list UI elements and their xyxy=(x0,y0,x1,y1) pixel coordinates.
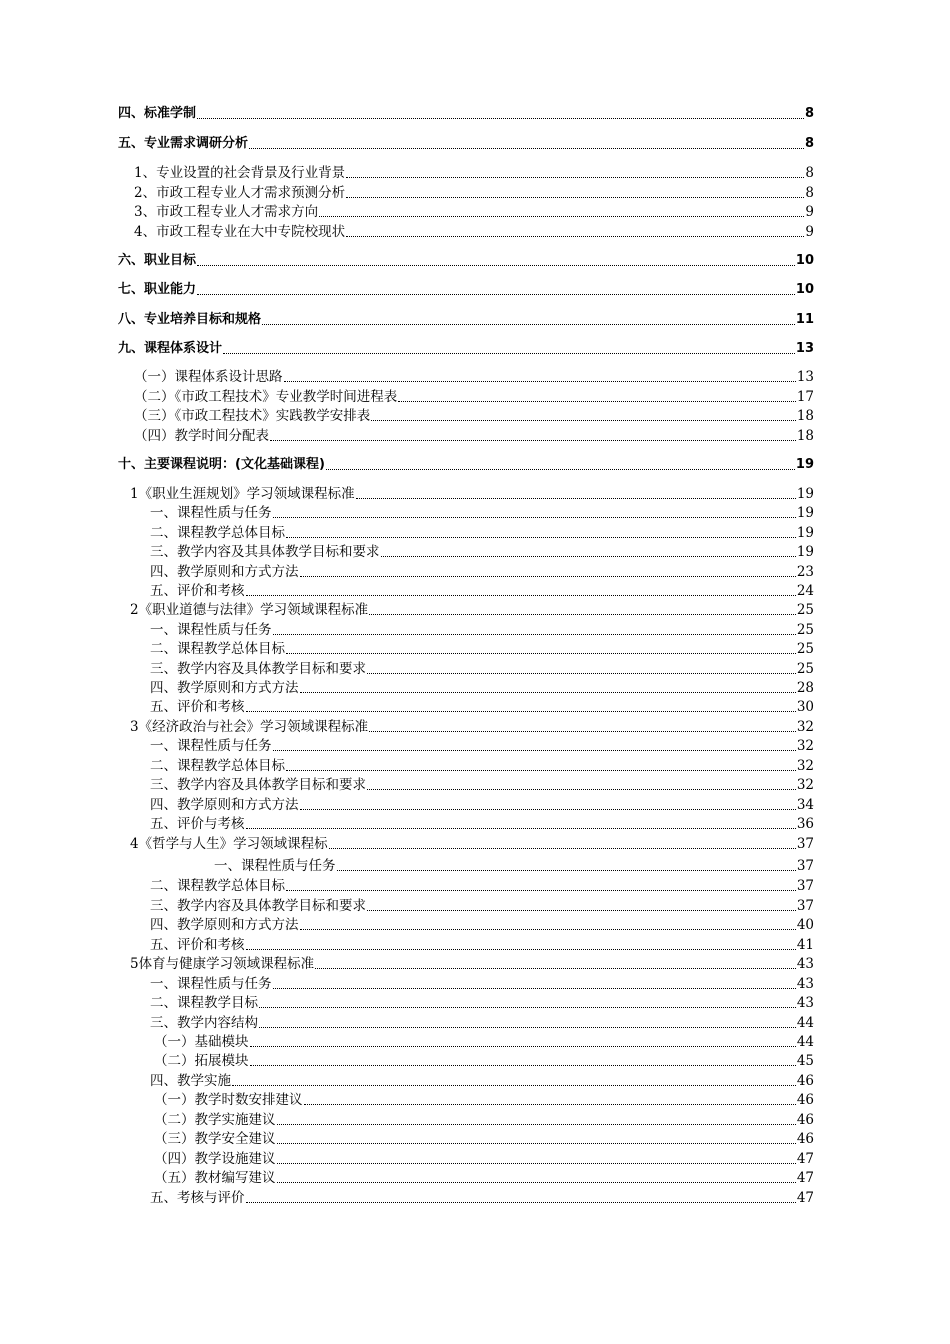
dot-leader xyxy=(326,469,795,470)
toc-entry[interactable] xyxy=(134,407,814,425)
toc-entry-label: （五）教材编写建议 xyxy=(154,1170,276,1186)
toc-entry-label: （二）教学实施建议 xyxy=(154,1112,276,1128)
dot-leader xyxy=(286,770,796,771)
toc-entry[interactable] xyxy=(154,1033,814,1051)
toc-entry-label: 一、课程性质与任务 xyxy=(150,976,272,992)
toc-entry-label: （一）基础模块 xyxy=(154,1034,249,1050)
toc-entry-label: 八、专业培养目标和规格 xyxy=(118,312,262,327)
toc-entry[interactable] xyxy=(134,223,814,241)
toc-entry-label: 1、专业设置的社会背景及行业背景 xyxy=(134,165,346,181)
toc-entry[interactable] xyxy=(134,427,814,445)
toc-entry-label: 1《职业生涯规划》学习领域课程标准 xyxy=(130,486,355,502)
dot-leader xyxy=(300,692,796,693)
dot-leader xyxy=(249,148,804,149)
toc-entry-page-number: 25 xyxy=(796,641,814,657)
toc-entry-page-number: 46 xyxy=(796,1073,814,1089)
dot-leader xyxy=(277,1182,796,1183)
toc-entry[interactable] xyxy=(150,916,814,934)
toc-entry[interactable] xyxy=(130,601,814,619)
toc-entry-page-number: 13 xyxy=(795,341,814,356)
toc-entry-label: 二、课程教学总体目标 xyxy=(150,758,285,774)
toc-entry-label: 4、市政工程专业在大中专院校现状 xyxy=(134,224,346,240)
toc-entry[interactable] xyxy=(130,835,814,853)
toc-entry-label: 五、评价和考核 xyxy=(150,699,245,715)
toc-entry-page-number: 24 xyxy=(796,583,814,599)
toc-entry-label: （三）教学安全建议 xyxy=(154,1131,276,1147)
toc-entry[interactable] xyxy=(154,1169,814,1187)
toc-entry-label: 四、教学原则和方式方法 xyxy=(150,680,299,696)
dot-leader xyxy=(356,498,796,499)
toc-entry[interactable] xyxy=(150,897,814,915)
dot-leader xyxy=(329,848,796,849)
toc-entry-page-number: 37 xyxy=(796,858,814,874)
toc-entry-page-number: 10 xyxy=(795,253,814,268)
toc-entry-label: 3、市政工程专业人才需求方向 xyxy=(134,204,319,220)
dot-leader xyxy=(319,216,804,217)
toc-entry-page-number: 47 xyxy=(796,1151,814,1167)
toc-entry-page-number: 25 xyxy=(796,661,814,677)
toc-entry[interactable] xyxy=(154,1130,814,1148)
toc-entry[interactable] xyxy=(150,621,814,639)
dot-leader xyxy=(197,118,804,119)
toc-entry-label: （一）教学时数安排建议 xyxy=(154,1092,303,1108)
dot-leader xyxy=(300,929,796,930)
toc-entry[interactable] xyxy=(150,1072,814,1090)
dot-leader xyxy=(273,517,796,518)
toc-entry-label: （一）课程体系设计思路 xyxy=(134,369,283,385)
dot-leader xyxy=(346,197,804,198)
dot-leader xyxy=(369,614,796,615)
toc-entry-label: （四）教学时间分配表 xyxy=(134,428,269,444)
toc-entry[interactable] xyxy=(150,582,814,600)
toc-entry[interactable] xyxy=(150,698,814,716)
toc-entry-label: 二、课程教学总体目标 xyxy=(150,525,285,541)
toc-entry-label: 一、课程性质与任务 xyxy=(150,622,272,638)
toc-entry-page-number: 43 xyxy=(796,995,814,1011)
toc-entry[interactable] xyxy=(150,1014,814,1032)
toc-entry-label: 七、职业能力 xyxy=(118,282,197,297)
toc-entry-label: 三、教学内容及具体教学目标和要求 xyxy=(150,898,366,914)
toc-entry-label: （三）《市政工程技术》实践教学安排表 xyxy=(134,408,371,424)
toc-entry[interactable] xyxy=(150,660,814,678)
toc-entry-page-number: 47 xyxy=(796,1190,814,1206)
dot-leader xyxy=(300,809,796,810)
dot-leader xyxy=(371,420,796,421)
dot-leader xyxy=(197,294,795,295)
toc-entry-page-number: 28 xyxy=(796,680,814,696)
toc-entry-page-number: 8 xyxy=(805,165,814,181)
toc-entry-label: 四、标准学制 xyxy=(118,106,197,121)
toc-entry[interactable] xyxy=(154,1111,814,1129)
toc-entry-page-number: 17 xyxy=(796,389,814,405)
toc-entry-page-number: 37 xyxy=(796,878,814,894)
dot-leader xyxy=(286,653,796,654)
toc-entry-label: 五、考核与评价 xyxy=(150,1190,245,1206)
dot-leader xyxy=(246,828,796,829)
toc-entry-page-number: 37 xyxy=(796,836,814,852)
dot-leader xyxy=(286,537,796,538)
toc-entry-page-number: 34 xyxy=(796,797,814,813)
toc-entry-page-number: 19 xyxy=(796,486,814,502)
dot-leader xyxy=(223,353,795,354)
dot-leader xyxy=(277,1124,796,1125)
toc-entry-label: 4《哲学与人生》学习领域课程标 xyxy=(130,836,328,852)
toc-entry[interactable] xyxy=(150,679,814,697)
toc-entry-label: 三、教学内容及具体教学目标和要求 xyxy=(150,661,366,677)
toc-entry-page-number: 18 xyxy=(796,408,814,424)
toc-entry-page-number: 32 xyxy=(796,738,814,754)
toc-entry-page-number: 36 xyxy=(796,816,814,832)
dot-leader xyxy=(367,789,796,790)
toc-entry[interactable] xyxy=(150,524,814,542)
toc-entry-page-number: 44 xyxy=(796,1015,814,1031)
dot-leader xyxy=(337,870,796,871)
toc-entry-page-number: 32 xyxy=(796,758,814,774)
toc-entry-label: 六、职业目标 xyxy=(118,253,197,268)
toc-entry-label: 五、评价和考核 xyxy=(150,937,245,953)
dot-leader xyxy=(367,673,796,674)
toc-entry-label: 五、专业需求调研分析 xyxy=(118,136,249,151)
toc-entry-label: 三、教学内容及其具体教学目标和要求 xyxy=(150,544,380,560)
dot-leader xyxy=(346,177,804,178)
toc-entry-page-number: 43 xyxy=(796,976,814,992)
toc-entry-page-number: 45 xyxy=(796,1053,814,1069)
toc-entry-label: 四、教学原则和方式方法 xyxy=(150,564,299,580)
dot-leader xyxy=(232,1085,796,1086)
toc-entry[interactable] xyxy=(150,563,814,581)
toc-entry-page-number: 46 xyxy=(796,1112,814,1128)
toc-entry[interactable] xyxy=(118,456,814,474)
toc-entry-page-number: 30 xyxy=(796,699,814,715)
toc-entry[interactable] xyxy=(130,718,814,736)
toc-entry-page-number: 10 xyxy=(795,282,814,297)
toc-entry-label: （二）《市政工程技术》专业教学时间进程表 xyxy=(134,389,398,405)
toc-entry[interactable] xyxy=(150,543,814,561)
toc-entry-label: 九、课程体系设计 xyxy=(118,341,223,356)
toc-entry-label: 二、课程教学目标 xyxy=(150,995,258,1011)
toc-entry[interactable] xyxy=(134,388,814,406)
toc-entry-page-number: 41 xyxy=(796,937,814,953)
dot-leader xyxy=(246,949,796,950)
dot-leader xyxy=(304,1104,796,1105)
toc-entry-page-number: 19 xyxy=(796,525,814,541)
dot-leader xyxy=(246,595,796,596)
dot-leader xyxy=(277,1143,796,1144)
toc-entry[interactable] xyxy=(154,1052,814,1070)
toc-entry[interactable] xyxy=(130,485,814,503)
toc-entry-page-number: 13 xyxy=(796,369,814,385)
toc-entry-label: 一、课程性质与任务 xyxy=(150,505,272,521)
dot-leader xyxy=(246,711,796,712)
toc-entry[interactable] xyxy=(150,1189,814,1207)
toc-entry-page-number: 19 xyxy=(796,544,814,560)
toc-entry-page-number: 43 xyxy=(796,956,814,972)
toc-entry-page-number: 8 xyxy=(804,136,814,151)
dot-leader xyxy=(315,968,796,969)
dot-leader xyxy=(250,1046,796,1047)
toc-entry[interactable] xyxy=(150,994,814,1012)
toc-entry[interactable] xyxy=(150,936,814,954)
toc-entry-page-number: 25 xyxy=(796,622,814,638)
toc-entry-page-number: 47 xyxy=(796,1170,814,1186)
dot-leader xyxy=(270,440,796,441)
toc-entry-page-number: 19 xyxy=(796,505,814,521)
toc-entry[interactable] xyxy=(214,857,814,875)
toc-entry-page-number: 23 xyxy=(796,564,814,580)
toc-entry[interactable] xyxy=(154,1150,814,1168)
toc-entry[interactable] xyxy=(150,737,814,755)
toc-entry[interactable] xyxy=(134,184,814,202)
toc-entry-label: 二、课程教学总体目标 xyxy=(150,641,285,657)
toc-entry[interactable] xyxy=(134,164,814,182)
toc-entry[interactable] xyxy=(130,955,814,973)
toc-entry-page-number: 37 xyxy=(796,898,814,914)
dot-leader xyxy=(367,910,796,911)
dot-leader xyxy=(300,576,796,577)
toc-entry[interactable] xyxy=(150,757,814,775)
toc-entry-label: 四、教学实施 xyxy=(150,1073,231,1089)
toc-entry[interactable] xyxy=(150,640,814,658)
toc-entry-page-number: 25 xyxy=(796,602,814,618)
toc-entry-label: 五、评价与考核 xyxy=(150,816,245,832)
toc-entry-page-number: 32 xyxy=(796,777,814,793)
dot-leader xyxy=(259,1027,796,1028)
toc-entry[interactable] xyxy=(150,796,814,814)
toc-entry-page-number: 9 xyxy=(805,204,814,220)
toc-entry[interactable] xyxy=(118,340,814,358)
toc-entry-page-number: 18 xyxy=(796,428,814,444)
toc-entry-label: 三、教学内容结构 xyxy=(150,1015,258,1031)
toc-entry-label: 2、市政工程专业人才需求预测分析 xyxy=(134,185,346,201)
toc-entry[interactable] xyxy=(150,975,814,993)
toc-entry-label: 3《经济政治与社会》学习领域课程标准 xyxy=(130,719,369,735)
toc-entry-label: 5体育与健康学习领域课程标准 xyxy=(130,956,315,972)
toc-entry[interactable] xyxy=(150,877,814,895)
dot-leader xyxy=(398,401,796,402)
toc-entry-label: 一、课程性质与任务 xyxy=(150,738,272,754)
toc-entry[interactable] xyxy=(118,252,814,270)
dot-leader xyxy=(284,381,796,382)
toc-entry-page-number: 11 xyxy=(795,312,814,327)
dot-leader xyxy=(273,634,796,635)
toc-entry-page-number: 9 xyxy=(805,224,814,240)
toc-entry-page-number: 19 xyxy=(795,457,814,472)
toc-entry-page-number: 8 xyxy=(805,185,814,201)
toc-entry-label: （二）拓展模块 xyxy=(154,1053,249,1069)
dot-leader xyxy=(259,1007,796,1008)
toc-entry[interactable] xyxy=(118,105,814,123)
dot-leader xyxy=(277,1163,796,1164)
dot-leader xyxy=(273,988,796,989)
dot-leader xyxy=(262,324,795,325)
toc-entry-label: 十、主要课程说明：(文化基础课程) xyxy=(118,457,325,472)
dot-leader xyxy=(273,750,796,751)
toc-entry[interactable] xyxy=(150,815,814,833)
toc-entry-label: 二、课程教学总体目标 xyxy=(150,878,285,894)
toc-entry-page-number: 40 xyxy=(796,917,814,933)
toc-entry-label: 一、课程性质与任务 xyxy=(214,858,336,874)
toc-entry[interactable] xyxy=(150,504,814,522)
toc-entry-label: 三、教学内容及具体教学目标和要求 xyxy=(150,777,366,793)
toc-entry[interactable] xyxy=(150,776,814,794)
toc-entry-label: 四、教学原则和方式方法 xyxy=(150,917,299,933)
toc-entry-label: 四、教学原则和方式方法 xyxy=(150,797,299,813)
toc-entry[interactable] xyxy=(134,203,814,221)
dot-leader xyxy=(346,236,804,237)
toc-entry-page-number: 8 xyxy=(804,106,814,121)
dot-leader xyxy=(369,731,796,732)
toc-entry-page-number: 46 xyxy=(796,1092,814,1108)
toc-entry-label: 2《职业道德与法律》学习领域课程标准 xyxy=(130,602,369,618)
toc-entry-page-number: 46 xyxy=(796,1131,814,1147)
dot-leader xyxy=(246,1202,796,1203)
toc-entry-label: （四）教学设施建议 xyxy=(154,1151,276,1167)
toc-entry[interactable] xyxy=(154,1091,814,1109)
dot-leader xyxy=(286,890,796,891)
toc-entry-page-number: 32 xyxy=(796,719,814,735)
toc-entry[interactable] xyxy=(118,311,814,329)
toc-entry[interactable] xyxy=(118,135,814,153)
toc-entry[interactable] xyxy=(118,281,814,299)
toc-entry-page-number: 44 xyxy=(796,1034,814,1050)
dot-leader xyxy=(381,556,796,557)
dot-leader xyxy=(250,1065,796,1066)
toc-entry-label: 五、评价和考核 xyxy=(150,583,245,599)
toc-entry[interactable] xyxy=(134,368,814,386)
dot-leader xyxy=(197,265,795,266)
